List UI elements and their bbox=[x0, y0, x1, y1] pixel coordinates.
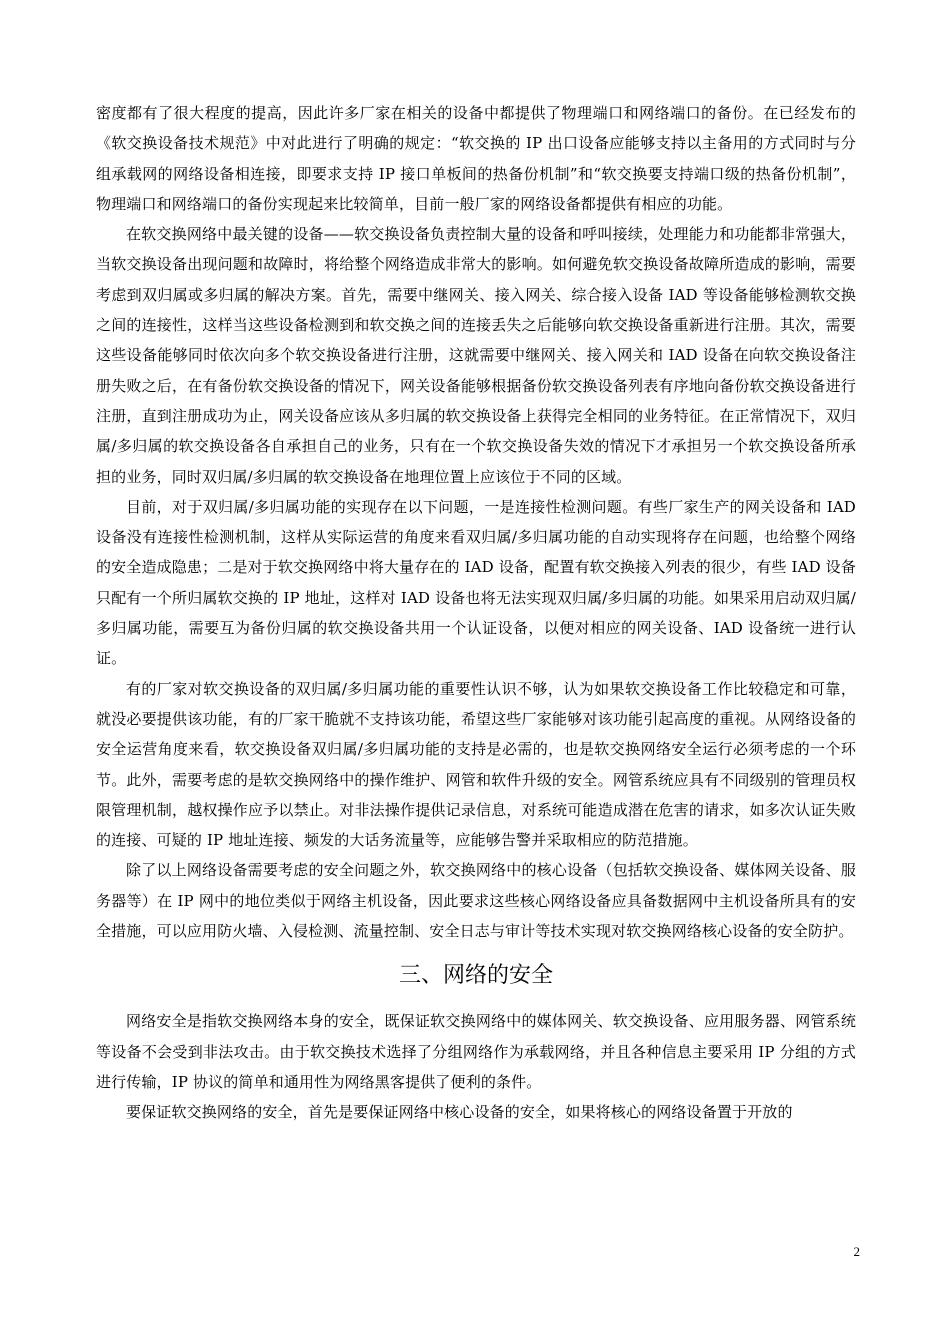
paragraph-7: 要保证软交换网络的安全，首先是要保证网络中核心设备的安全，如果将核心的网络设备置于开放的 bbox=[126, 1103, 793, 1122]
section-heading: 三、网络的安全 bbox=[398, 963, 553, 989]
paragraph-3: 目前，对于双归属/多归属功能的实现存在以下问题，一是连接性检测问题。有些厂家生产的网关设备和 IAD 设备没有连接性检测机制，这样从实际运营的角度来看双归属/多归属功能的自动实现将存在问题，也给整个网络的安全造成隐患；二是对于软交换网络中将大量存在的 IAD 设备，配置有软交换接入列表的很少，有些 IAD 设备只配有一个所归属软交换的 IP 地址，这样对 IAD 设备也将无法实现双归属/多归属的功能。如果采用启动双归属/多归属功能，需要互为备份归属的软交换设备共用一个认证设备，以便对相应的网关设备、IAD 设备统一进行认证。 bbox=[96, 497, 856, 668]
paragraph-5: 除了以上网络设备需要考虑的安全问题之外，软交换网络中的核心设备（包括软交换设备、媒体网关设备、服务器等）在 IP 网中的地位类似于网络主机设备，因此要求这些核心网络设备应具备数据网中主机设备所具有的安全措施，可以应用防火墙、入侵检测、流量控制、安全日志与审计等技术实现对软交换网络核心设备的安全防护。 bbox=[96, 861, 856, 941]
page-number: 2 bbox=[853, 1244, 860, 1259]
paragraph-1: 密度都有了很大程度的提高，因此许多厂家在相关的设备中都提供了物理端口和网络端口的备份。在已经发布的《软交换设备技术规范》中对此进行了明确的规定：“软交换的 IP 出口设备应能够支持以主备用的方式同时与分组承载网的网络设备相连接，即要求支持 IP 接口单板间的热备份机制”和“软交换要支持端口级的热备份机制”，物理端口和网络端口的备份实现起来比较简单，目前一般厂家的网络设备都提供有相应的功能。 bbox=[96, 104, 856, 213]
paragraph-2: 在软交换网络中最关键的设备——软交换设备负责控制大量的设备和呼叫接续，处理能力和功能都非常强大，当软交换设备出现问题和故障时，将给整个网络造成非常大的影响。如何避免软交换设备故障所造成的影响，需要考虑到双归属或多归属的解决方案。首先，需要中继网关、接入网关、综合接入设备 IAD 等设备能够检测软交换之间的连接性，这样当这些设备检测到和软交换之间的连接丢失之后能够向软交换设备重新进行注册。其次，需要这些设备能够同时依次向多个软交换设备进行注册，这就需要中继网关、接入网关和 IAD 设备在向软交换设备注册失败之后，在有备份软交换设备的情况下，网关设备能够根据备份软交换设备列表有序地向备份软交换设备进行注册，直到注册成功为止，网关设备应该从多归属的软交换设备上获得完全相同的业务特征。在正常情况下，双归属/多归属的软交换设备各自承担自己的业务，只有在一个软交换设备失效的情况下才承担另一个软交换设备所承担的业务，同时双归属/多归属的软交换设备在地理位置上应该位于不同的区域。 bbox=[96, 225, 856, 486]
document-body bbox=[96, 98, 856, 1128]
paragraph-6: 网络安全是指软交换网络本身的安全，既保证软交换网络中的媒体网关、软交换设备、应用服务器、网管系统等设备不会受到非法攻击。由于软交换技术选择了分组网络作为承载网络，并且各种信息主要采用 IP 分组的方式进行传输，IP 协议的简单和通用性为网络黑客提供了便利的条件。 bbox=[96, 1012, 856, 1091]
paragraph-4: 有的厂家对软交换设备的双归属/多归属功能的重要性认识不够，认为如果软交换设备工作比较稳定和可靠，就没必要提供该功能，有的厂家干脆就不支持该功能，希望这些厂家能够对该功能引起高度的重视。从网络设备的安全运营角度来看，软交换设备双归属/多归属功能的支持是必需的，也是软交换网络安全运行必须考虑的一个环节。此外，需要考虑的是软交换网络中的操作维护、网管和软件升级的安全。网管系统应具有不同级别的管理员权限管理机制，越权操作应予以禁止。对非法操作提供记录信息，对系统可能造成潜在危害的请求，如多次认证失败的连接、可疑的 IP 地址连接、频发的大话务流量等，应能够告警并采取相应的防范措施。 bbox=[96, 679, 856, 850]
